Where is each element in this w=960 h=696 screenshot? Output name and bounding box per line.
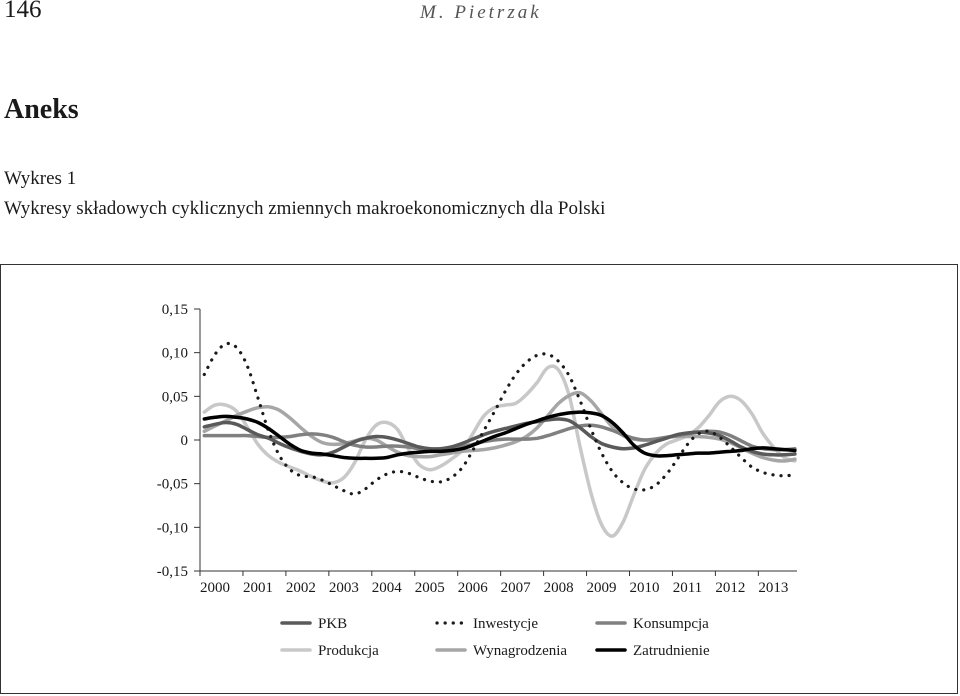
figure-label: Wykres 1 (4, 168, 77, 189)
x-tick-label: 2002 (285, 580, 316, 596)
page-number: 146 (4, 0, 42, 23)
x-tick-label: 2010 (629, 580, 660, 596)
series-line-produkcja (204, 366, 795, 536)
y-tick-label: 0,05 (161, 389, 188, 406)
y-tick-label: -0,15 (156, 564, 188, 580)
x-tick-label: 2008 (543, 580, 574, 596)
running-head: M. Pietrzak (420, 2, 542, 23)
y-tick-label: 0,15 (161, 302, 188, 318)
legend-label-wynagrodzenia: Wynagrodzenia (473, 643, 568, 659)
x-tick-label: 2011 (672, 580, 703, 596)
legend (282, 616, 710, 659)
legend-label-pkb: PKB (318, 616, 348, 632)
x-tick-label: 2013 (758, 580, 789, 596)
x-tick-label: 2001 (242, 580, 273, 596)
chart-frame (0, 264, 958, 694)
figure-title: Wykresy składowych cyklicznych zmiennych makroekonomicznych dla Polski (4, 198, 606, 219)
line-chart (1, 265, 957, 693)
section-title: Aneks (4, 94, 79, 125)
x-tick-label: 2003 (328, 580, 359, 596)
y-tick-label: -0,10 (156, 520, 188, 537)
legend-label-inwestycje: Inwestycje (473, 616, 538, 632)
y-tick-label: 0 (180, 433, 188, 449)
x-tick-label: 2009 (586, 580, 617, 596)
series-line-wynagrodzenia (204, 393, 795, 461)
legend-label-produkcja: Produkcja (318, 643, 379, 659)
x-tick-label: 2004 (371, 580, 402, 596)
y-tick-label: 0,10 (161, 345, 188, 362)
legend-label-zatrudnienie: Zatrudnienie (633, 643, 710, 659)
x-tick-label: 2012 (715, 580, 746, 596)
x-tick-label: 2005 (414, 580, 445, 596)
y-tick-label: -0,05 (156, 476, 188, 493)
legend-label-konsumpcja: Konsumpcja (633, 616, 709, 632)
x-tick-label: 2006 (457, 580, 488, 596)
x-tick-label: 2007 (500, 580, 531, 596)
x-tick-label: 2000 (200, 580, 230, 596)
